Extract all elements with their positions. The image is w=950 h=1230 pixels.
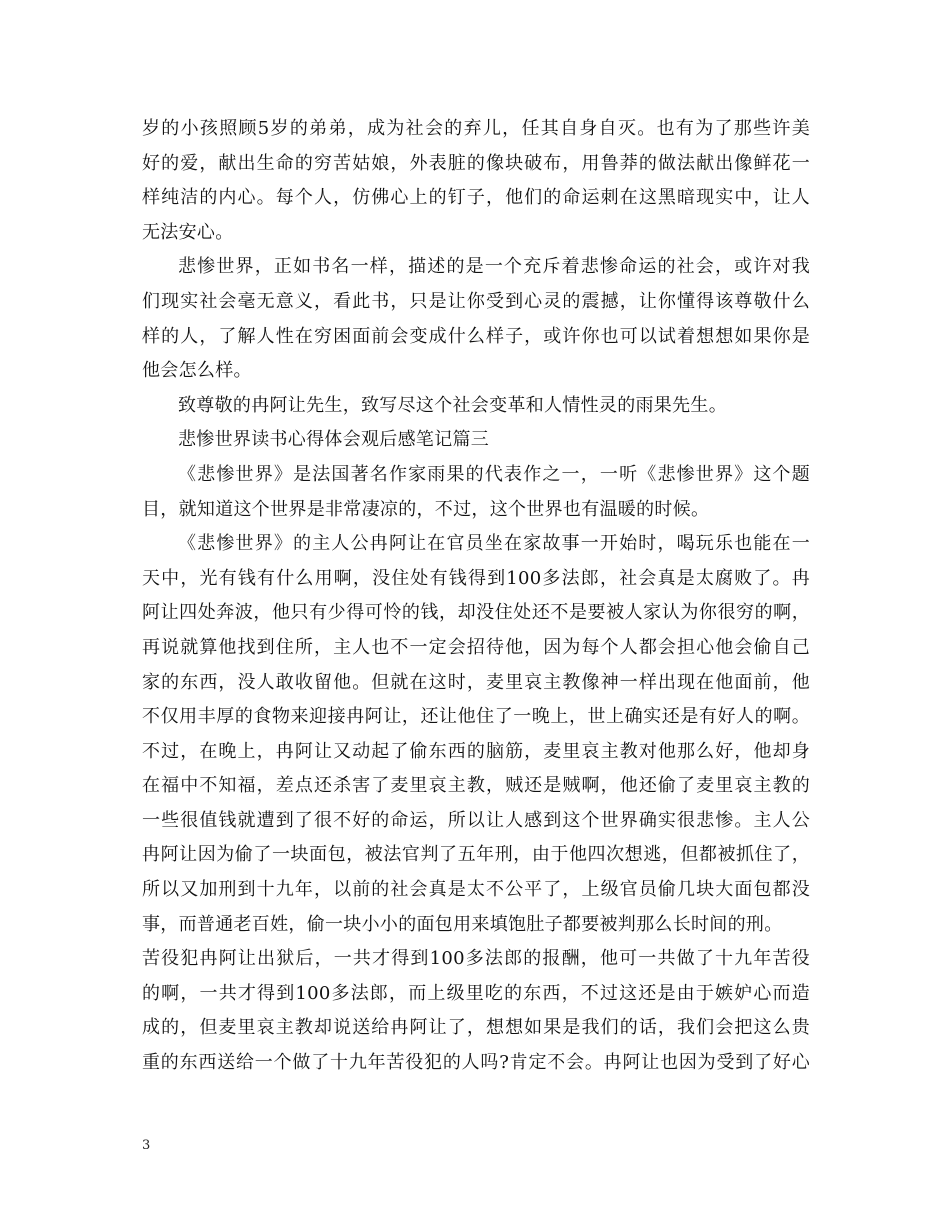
text-line: 致尊敬的冉阿让先生，致写尽这个社会变革和人情性灵的雨果先生。 <box>178 394 727 416</box>
text-line: 重的东西送给一个做了十九年苦役犯的人吗?肯定不会。冉阿让也因为受到了好心 <box>142 1052 810 1074</box>
text-line: 事，而普通老百姓，偷一块小小的面包用来填饱肚子都要被判那么长时间的刑。 <box>142 913 783 935</box>
text-line: 不仅用丰厚的食物来迎接冉阿让，还让他住了一晚上，世上确实还是有好人的啊。 <box>142 706 810 728</box>
text-line: 阿让四处奔波，他只有少得可怜的钱，却没住处还不是要被人家认为你很穷的啊， <box>142 602 810 624</box>
text-line: 在福中不知福，差点还杀害了麦里哀主教，贼还是贼啊，他还偷了麦里哀主教的 <box>142 775 810 797</box>
text-line: 一些很值钱就遭到了很不好的命运，所以让人感到这个世界确实很悲惨。主人公 <box>142 809 810 831</box>
text-line: 再说就算他找到住所，主人也不一定会招待他，因为每个人都会担心他会偷自己 <box>142 636 810 658</box>
text-line: 悲惨世界读书心得体会观后感笔记篇三 <box>178 429 490 451</box>
text-line: 样的人，了解人性在穷困面前会变成什么样子，或许你也可以试着想想如果你是 <box>142 325 810 347</box>
text-line: 好的爱，献出生命的穷苦姑娘，外表脏的像块破布，用鲁莽的做法献出像鲜花一 <box>142 152 810 174</box>
text-line: 不过，在晚上，冉阿让又动起了偷东西的脑筋，麦里哀主教对他那么好，他却身 <box>142 740 810 762</box>
page-number: 3 <box>142 1138 151 1153</box>
text-line: 冉阿让因为偷了一块面包，被法官判了五年刑，由于他四次想逃，但都被抓住了， <box>142 844 810 866</box>
text-line: 天中，光有钱有什么用啊，没住处有钱得到100多法郎，社会真是太腐败了。冉 <box>142 567 810 589</box>
text-line: 他会怎么样。 <box>142 360 252 382</box>
text-line: 《悲惨世界》的主人公冉阿让在官员坐在家故事一开始时，喝玩乐也能在一 <box>178 533 810 555</box>
text-line: 悲惨世界，正如书名一样，描述的是一个充斥着悲惨命运的社会，或许对我 <box>178 256 810 278</box>
text-line: 的啊，一共才得到100多法郎，而上级里吃的东西，不过这还是由于嫉妒心而造 <box>142 982 810 1004</box>
text-line: 《悲惨世界》是法国著名作家雨果的代表作之一，一听《悲惨世界》这个题 <box>178 463 810 485</box>
text-line: 成的，但麦里哀主教却说送给冉阿让了，想想如果是我们的话，我们会把这么贵 <box>142 1017 810 1039</box>
text-line: 样纯洁的内心。每个人，仿佛心上的钉子，他们的命运刺在这黑暗现实中，让人 <box>142 187 810 209</box>
text-line: 目，就知道这个世界是非常凄凉的，不过，这个世界也有温暖的时候。 <box>142 498 710 520</box>
body-text <box>142 112 810 1081</box>
text-line: 所以又加刑到十九年，以前的社会真是太不公平了，上级官员偷几块大面包都没 <box>142 879 810 901</box>
text-line: 苦役犯冉阿让出狱后，一共才得到100多法郎的报酬，他可一共做了十九年苦役 <box>142 948 810 970</box>
text-line: 无法安心。 <box>142 221 234 243</box>
text-line: 家的东西，没人敢收留他。但就在这时，麦里哀主教像神一样出现在他面前，他 <box>142 671 810 693</box>
text-line: 岁的小孩照顾5岁的弟弟，成为社会的弃儿，任其自身自灭。也有为了那些许美 <box>142 118 810 139</box>
text-line: 们现实社会毫无意义，看此书，只是让你受到心灵的震撼，让你懂得该尊敬什么 <box>142 290 810 312</box>
